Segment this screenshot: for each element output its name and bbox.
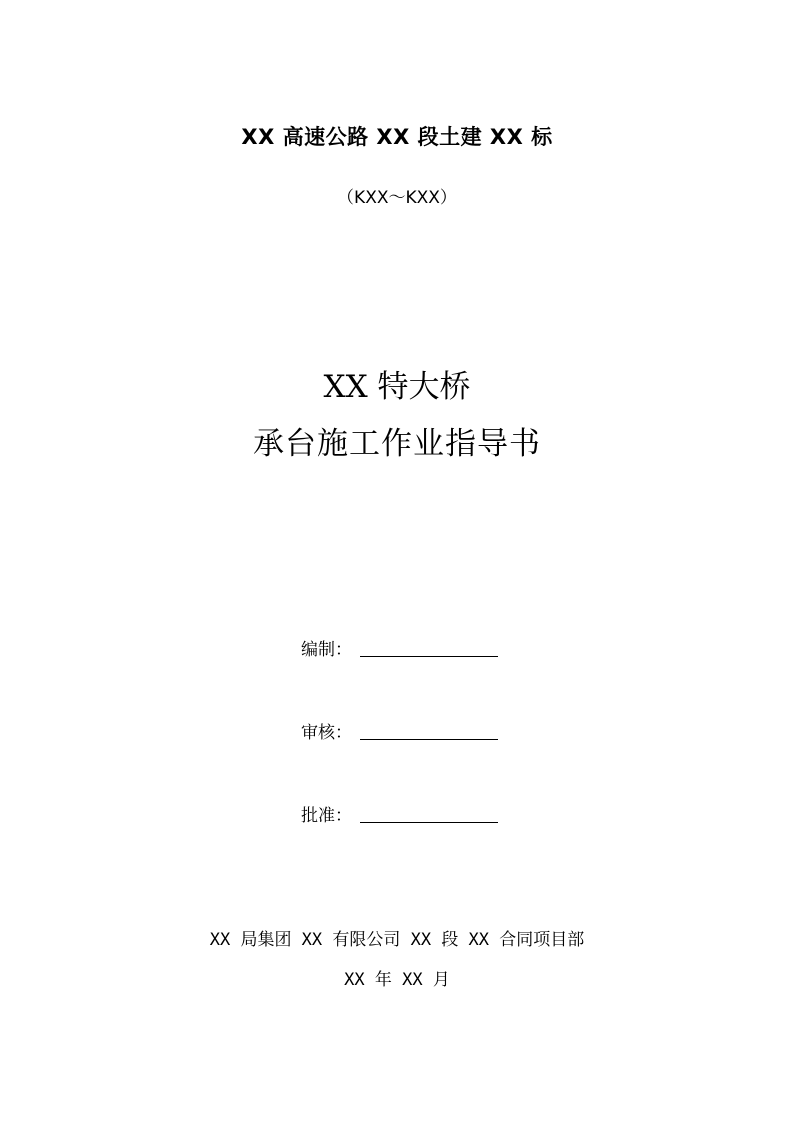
- approved-by-row: [301, 800, 498, 826]
- section-range: （KXX～KXX）: [337, 188, 457, 208]
- approved-by-label: 批准：: [301, 806, 352, 826]
- project-title: XX 高速公路 XX 段土建 XX 标: [241, 125, 553, 149]
- reviewed-by-label: 审核：: [301, 723, 352, 743]
- document-date: XX 年 XX 月: [344, 970, 450, 990]
- bridge-name: XX 特大桥: [323, 369, 471, 405]
- approved-by-signature-line: [360, 821, 498, 823]
- compiled-by-signature-line: [360, 655, 498, 657]
- reviewed-by-row: [301, 717, 498, 743]
- compiled-by-row: [301, 634, 498, 660]
- document-title: 承台施工作业指导书: [253, 426, 541, 462]
- compiled-by-label: 编制：: [301, 640, 352, 660]
- reviewed-by-signature-line: [360, 738, 498, 740]
- organization-name: XX 局集团 XX 有限公司 XX 段 XX 合同项目部: [209, 930, 585, 950]
